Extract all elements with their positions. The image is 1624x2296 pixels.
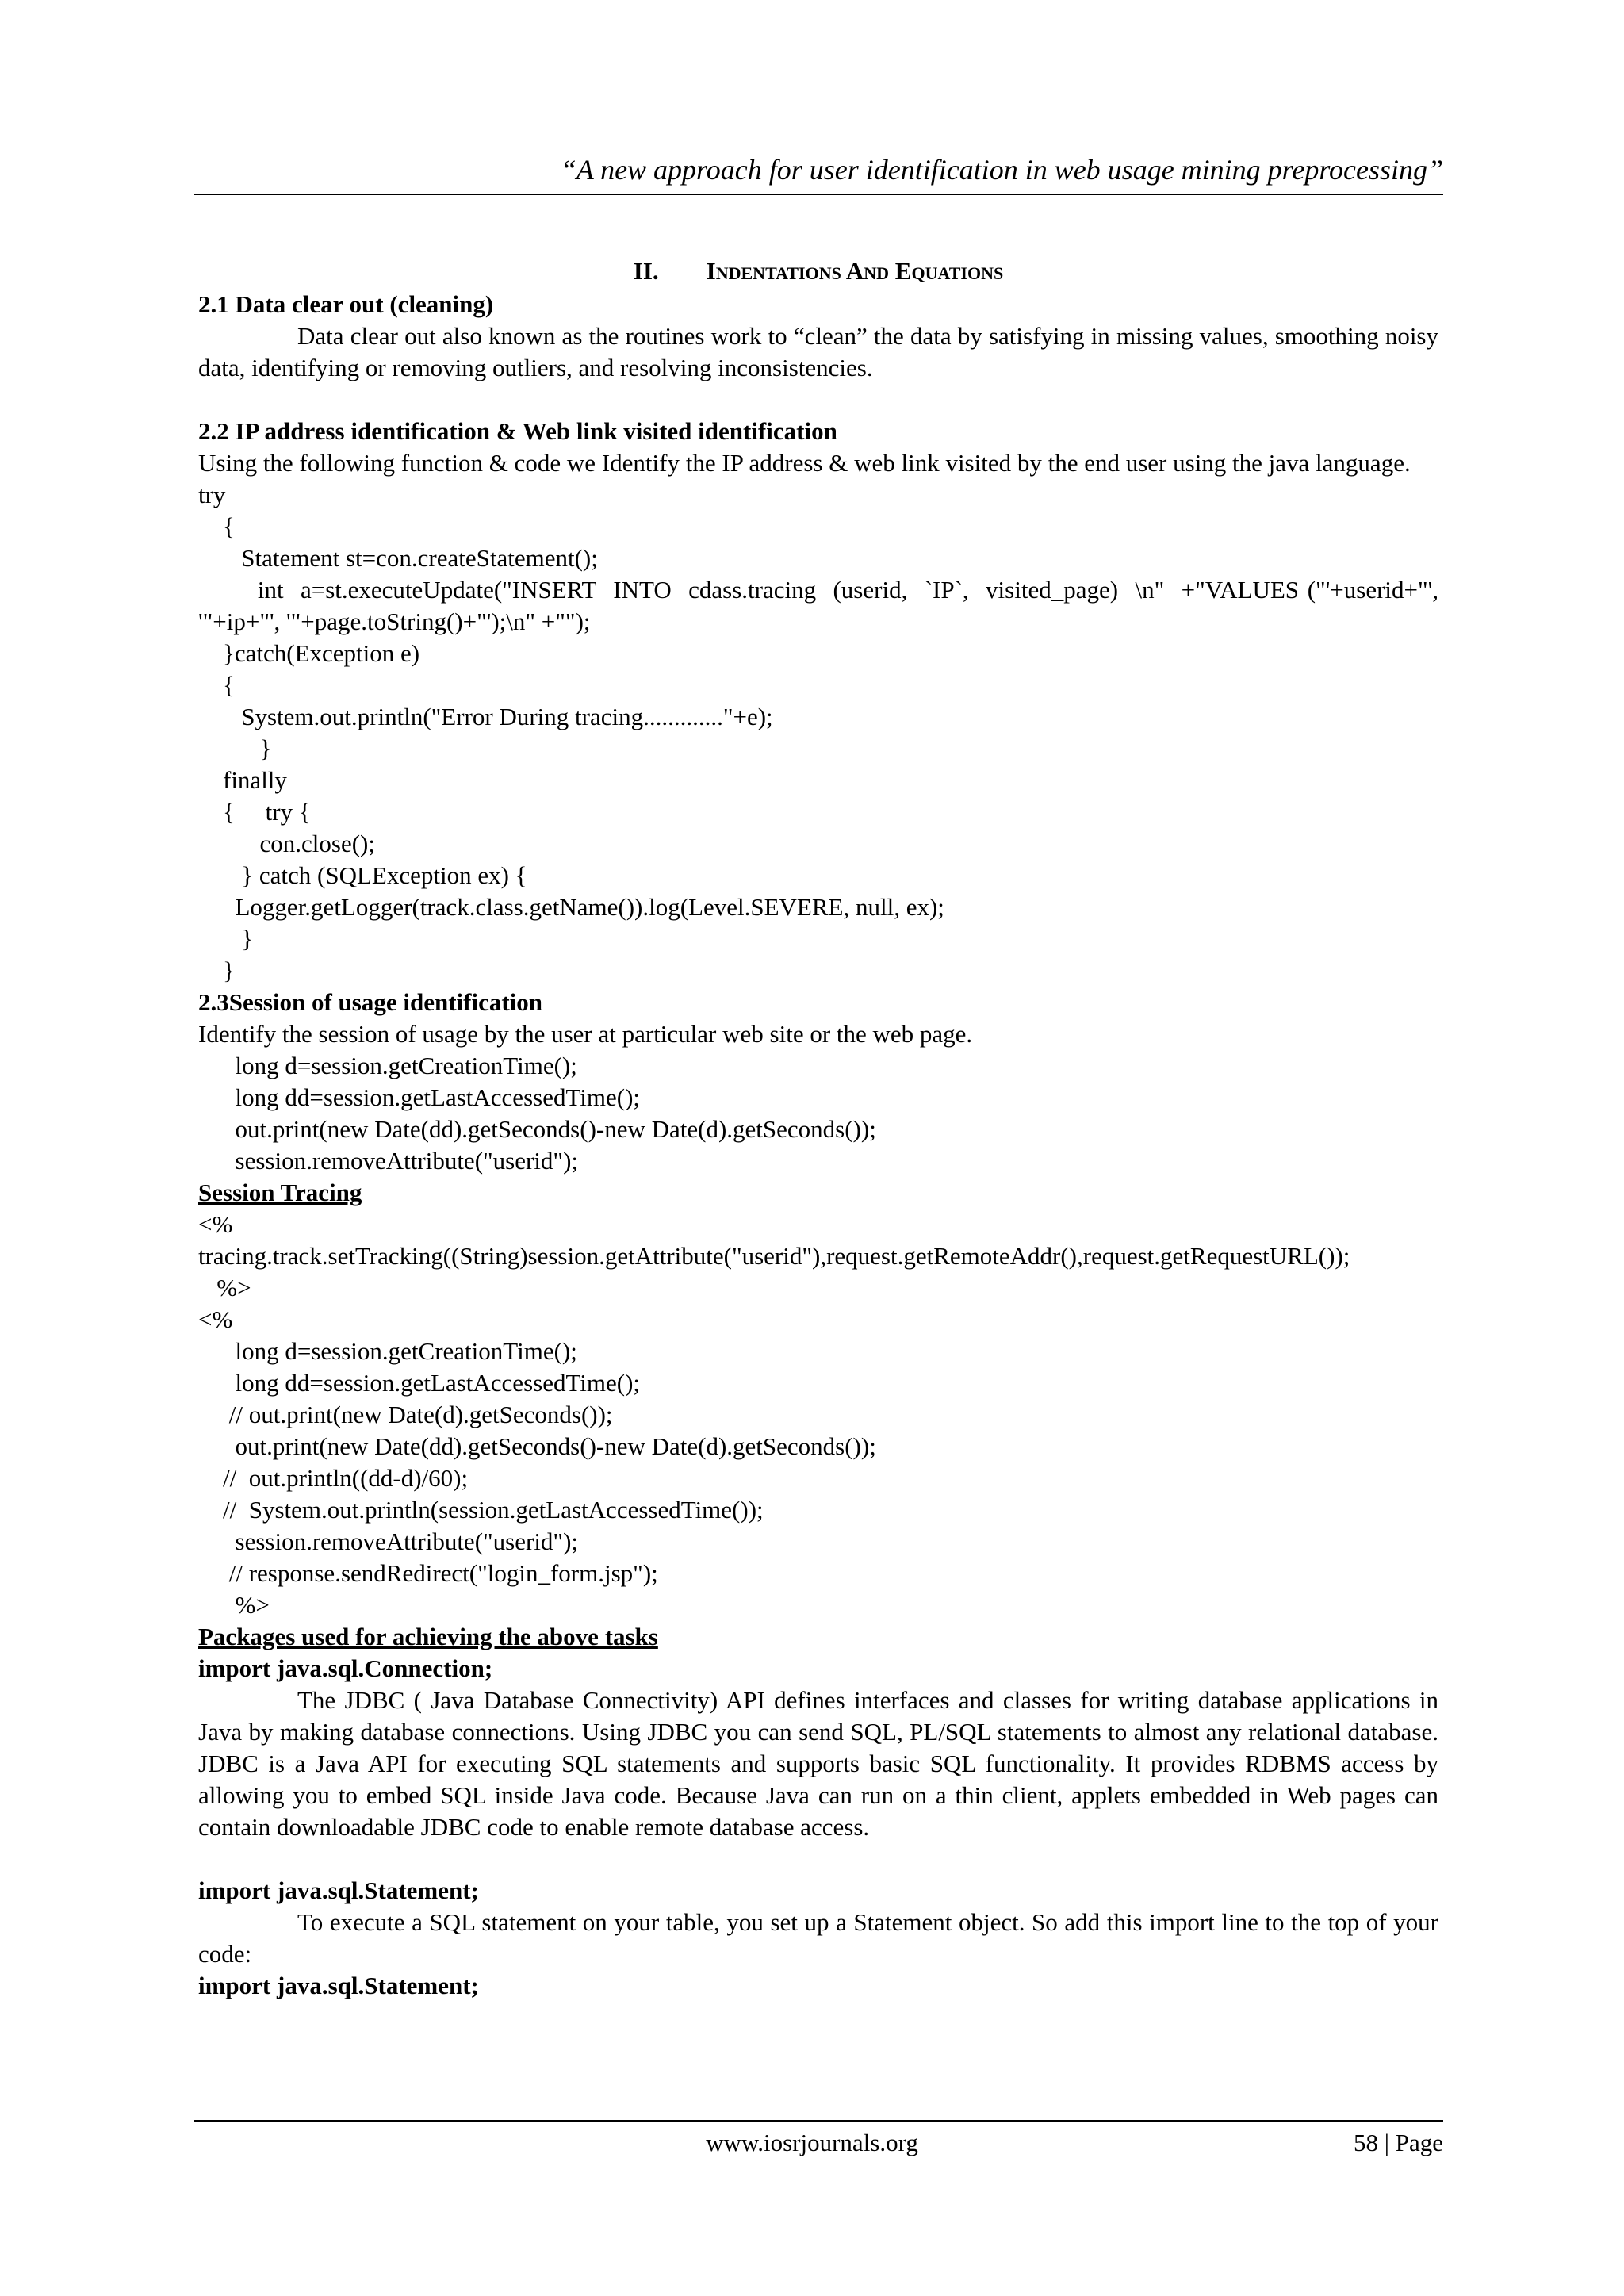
packages-heading: Packages used for achieving the above tasks (198, 1623, 658, 1650)
code-line: %> (198, 1274, 251, 1301)
paragraph-session-usage: Identify the session of usage by the user at particular web site or the web page. (198, 1020, 973, 1048)
code-line: out.print(new Date(dd).getSeconds()-new Date(d).getSeconds()); (198, 1115, 876, 1143)
session-tracing-heading: Session Tracing (198, 1179, 362, 1206)
code-line: session.removeAttribute("userid"); (198, 1147, 579, 1175)
code-block-ip-tracing (198, 479, 1445, 987)
page-body (198, 255, 1445, 2002)
code-block-session-usage (198, 1050, 1438, 1177)
code-line: finally (198, 766, 287, 794)
section-heading (198, 255, 1438, 287)
code-line: System.out.println("Error During tracing............."+e); (198, 703, 773, 730)
import-statement: import java.sql.Statement; (198, 1876, 479, 1904)
code-line: }catch(Exception e) (198, 639, 420, 667)
subsection-heading-2-1: 2.1 Data clear out (cleaning) (198, 290, 494, 318)
subsection-heading-2-2: 2.2 IP address identification & Web link visited identification (198, 417, 837, 445)
section-title: Indentations And Equations (706, 257, 1004, 285)
paragraph-data-cleaning: Data clear out also known as the routines work to “clean” the data by satisfying in missing values, smoothing noisy data, identifying or removing outliers, and resolving inconsistencies. (198, 322, 1438, 381)
code-line: } (198, 956, 235, 984)
code-line: { (198, 671, 235, 699)
code-line: <% (198, 1305, 233, 1333)
section-number: II. (633, 257, 659, 285)
code-line: { (198, 512, 235, 540)
paragraph-ip-identification: Using the following function & code we Identify the IP address & web link visited by the end user using the java language. (198, 449, 1411, 477)
footer-website: www.iosrjournals.org (706, 2129, 918, 2156)
paragraph-statement: To execute a SQL statement on your table, you set up a Statement object. So add this import line to the top of your code: (198, 1908, 1438, 1968)
code-line: <% (198, 1210, 233, 1238)
import-connection: import java.sql.Connection; (198, 1654, 493, 1682)
footer-page-number: 58 | Page (1354, 2129, 1443, 2156)
code-line: session.removeAttribute("userid"); (198, 1527, 579, 1555)
paragraph-jdbc: The JDBC ( Java Database Connectivity) API defines interfaces and classes for writing database applications in Java by making database connections. Using JDBC you can send SQL, PL/SQL statements to almost any relational database. JDBC is a Java API for executing SQL statements and supports basic SQL functionality. It provides RDBMS access by allowing you to embed SQL inside Java code. Because Java can run on a thin client, applets embedded in Web pages can contain downloadable JDBC code to enable remote database access. (198, 1686, 1438, 1841)
code-line: // System.out.println(session.getLastAccessedTime()); (198, 1496, 764, 1524)
code-line: } (198, 734, 272, 762)
code-line: // out.println((dd-d)/60); (198, 1464, 469, 1492)
code-line: // out.print(new Date(d).getSeconds()); (198, 1401, 613, 1428)
code-line: long d=session.getCreationTime(); (198, 1337, 577, 1365)
code-line: %> (198, 1591, 270, 1619)
code-line: } (198, 925, 254, 953)
footer-rule (194, 2120, 1443, 2122)
code-line: int a=st.executeUpdate("INSERT INTO cdass.tracing (userid, `IP`, visited_page) \n" +"VALUES ("'+userid+"', '"+ip+"', '"+page.toString()+"');\n" +""); (198, 576, 1445, 635)
code-line: // response.sendRedirect("login_form.jsp"); (198, 1559, 658, 1587)
code-block-session-tracing (198, 1209, 1438, 1621)
code-line: try (198, 481, 226, 508)
code-line: Logger.getLogger(track.class.getName()).log(Level.SEVERE, null, ex); (198, 893, 944, 921)
subsection-heading-2-3: 2.3Session of usage identification (198, 988, 543, 1016)
code-line: long dd=session.getLastAccessedTime(); (198, 1369, 641, 1397)
code-line: long d=session.getCreationTime(); (198, 1052, 577, 1079)
code-line: con.close(); (198, 830, 375, 857)
import-statement-line: import java.sql.Statement; (198, 1972, 479, 1999)
code-line: Statement st=con.createStatement(); (198, 544, 598, 572)
code-line: long dd=session.getLastAccessedTime(); (198, 1083, 641, 1111)
code-line: tracing.track.setTracking((String)session.getAttribute("userid"),request.getRemoteAddr(),request.getRequestURL()); (198, 1242, 1350, 1270)
running-header: “A new approach for user identification in web usage mining preprocessing” (560, 154, 1443, 186)
header-rule (194, 194, 1443, 195)
code-line: } catch (SQLException ex) { (198, 861, 527, 889)
code-line: { try { (198, 798, 311, 826)
code-line: out.print(new Date(dd).getSeconds()-new Date(d).getSeconds()); (198, 1432, 876, 1460)
